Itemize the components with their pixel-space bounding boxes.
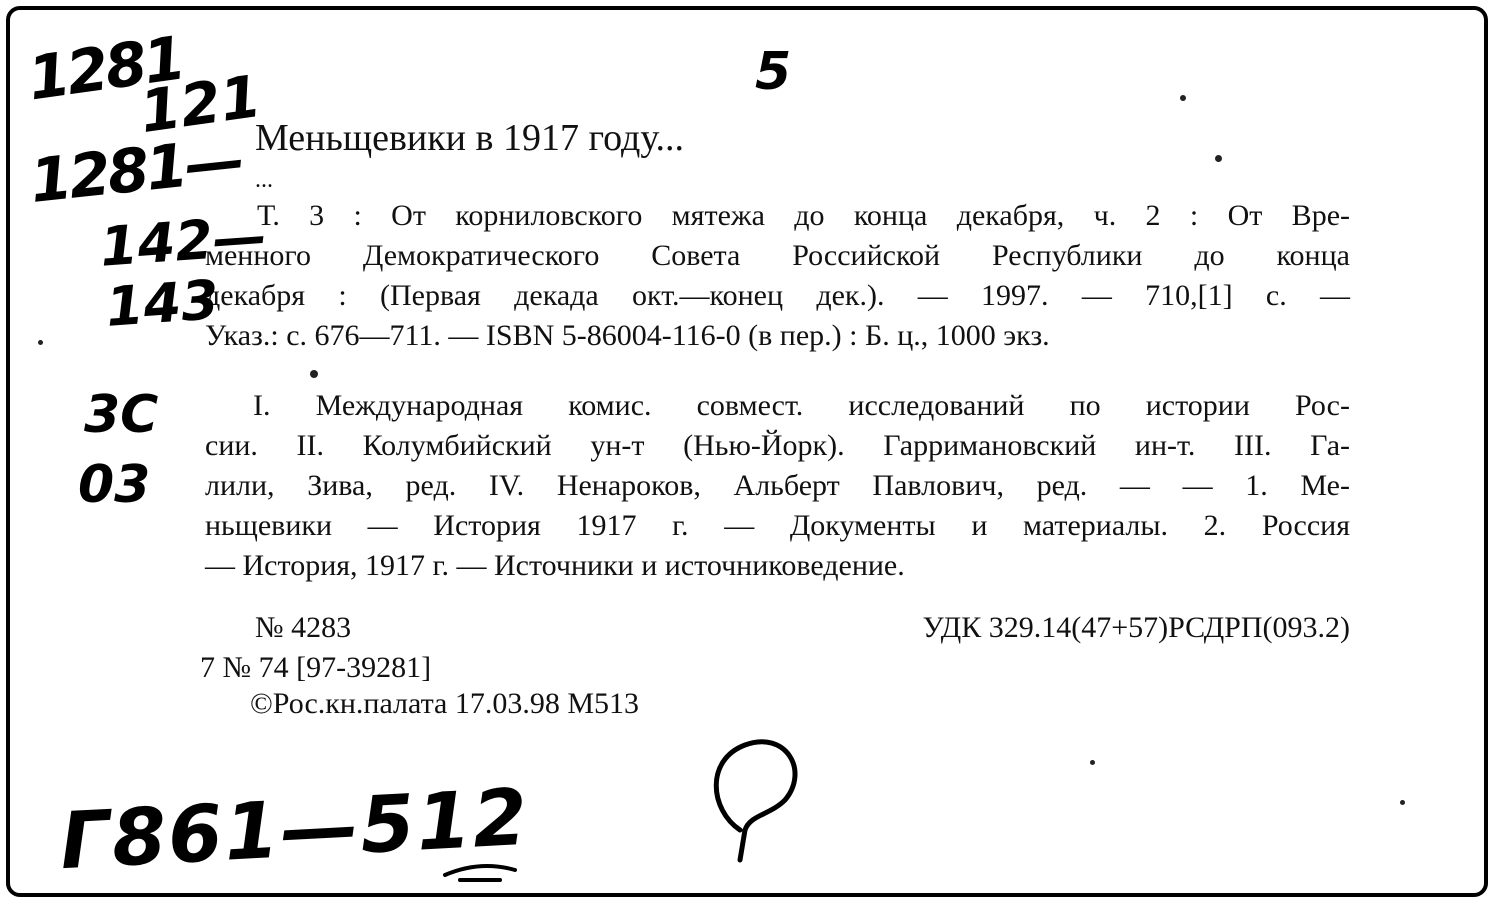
- handwritten-note: 03: [78, 455, 151, 515]
- udk-code: УДК 329.14(47+57)РСДРП(093.2): [922, 611, 1350, 644]
- copyright-line: ©Рос.кн.палата 17.03.98 М513: [250, 687, 640, 720]
- card-title: Меньщевики в 1917 году...: [255, 117, 685, 159]
- registration-number: 7 № 74 [97-39281]: [200, 651, 432, 684]
- handwritten-note: 1281: [23, 23, 188, 115]
- tracing-line: — История, 1917 г. — Источники и источниковедение.: [205, 549, 905, 582]
- speck: [1180, 95, 1186, 101]
- handwritten-note: 121: [135, 61, 266, 147]
- tracing-line: сии. II. Колумбийский ун-т (Нью-Йорк). Гарримановский ин-т. III. Га-: [205, 429, 1350, 462]
- tracing-line: ньщевики — История 1917 г. — Документы и материалы. 2. Россия: [205, 509, 1350, 542]
- handwritten-shelf-mark: Г861—512: [57, 772, 532, 888]
- description-paragraph: [205, 200, 1350, 360]
- record-number: № 4283: [255, 611, 352, 644]
- handwritten-note: 5: [755, 42, 792, 102]
- description-line: Указ.: с. 676—711. — ISBN 5-86004-116-0 (в пер.) : Б. ц., 1000 экз.: [205, 319, 1050, 352]
- speck: [310, 370, 318, 378]
- title-ellipsis: ...: [255, 167, 273, 193]
- speck: [1090, 760, 1095, 765]
- handwritten-note: 143: [103, 268, 221, 339]
- tracing-line: I. Международная комис. совмест. исследований по истории Рос-: [253, 389, 1350, 422]
- speck: [1215, 155, 1222, 162]
- description-line: декабря : (Первая декада окт.—конец дек.). — 1997. — 710,[1] с. —: [205, 279, 1350, 312]
- description-line: Т. 3 : От корниловского мятежа до конца декабря, ч. 2 : От Вре-: [257, 199, 1350, 232]
- description-line: менного Демократического Совета Российской Республики до конца: [205, 239, 1350, 272]
- handwritten-scribble-icon: [690, 720, 820, 870]
- speck: [38, 340, 43, 345]
- tracing-line: лили, Зива, ред. IV. Ненароков, Альберт Павлович, ред. — — 1. Ме-: [205, 469, 1350, 502]
- speck: [1400, 800, 1405, 805]
- handwritten-underline-icon: [440, 850, 520, 890]
- handwritten-note: 1281—: [26, 125, 246, 217]
- tracing-paragraph: [205, 390, 1350, 590]
- handwritten-note: 142—: [98, 204, 269, 279]
- handwritten-note: 3С: [84, 385, 159, 445]
